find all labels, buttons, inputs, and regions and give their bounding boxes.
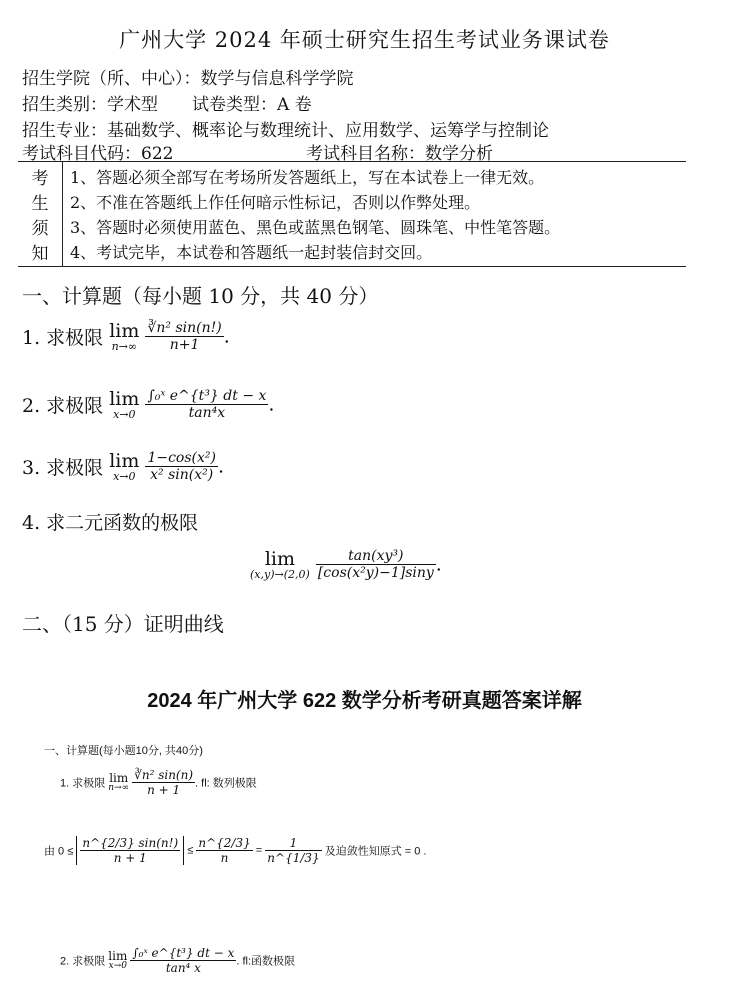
lim-word: lim <box>109 771 129 785</box>
notice-item: 1、答题必须全部写在考场所发答题纸上，写在本试卷上一律无效。 <box>70 168 545 187</box>
denominator: n + 1 <box>132 782 195 797</box>
problem-label: 1. 求极限 <box>22 327 104 349</box>
lim-subscript: x→0 <box>108 961 127 971</box>
fraction <box>80 836 180 865</box>
exam-college: 招生学院（所、中心）：数学与信息科学学院 <box>22 69 354 89</box>
exam-category: 招生类别：学术型 试卷类型：A 卷 <box>22 95 312 115</box>
proof-tail: 及迫敛性知原式 = 0 . <box>324 845 427 858</box>
lim-word: lim <box>109 449 140 472</box>
notice-char: 知 <box>31 244 49 264</box>
denominator: x² sin(x²) <box>145 466 218 483</box>
problem-label: 1. 求极限 <box>60 777 106 790</box>
answers-section1-heading: 一、计算题(每小题10分, 共40分) <box>44 745 203 757</box>
lim-subscript: x→0 <box>113 469 136 483</box>
notice-item: 3、答题时必须使用蓝色、黑色或蓝黑色钢笔、圆珠笔、中性笔答题。 <box>70 218 561 237</box>
fraction <box>196 836 252 865</box>
denominator: n^{1/3} <box>267 851 320 865</box>
problem-1 <box>22 320 230 353</box>
problem-2 <box>22 388 274 421</box>
lim-subscript: n→∞ <box>108 783 130 793</box>
notice-char: 考 <box>31 169 49 189</box>
fraction <box>145 388 268 421</box>
fraction <box>145 320 223 353</box>
problem-4-formula <box>250 548 442 581</box>
numerator: 1−cos(x²) <box>147 450 216 466</box>
answers-title: 2024 年广州大学 622 数学分析考研真题答案详解 <box>147 690 582 712</box>
section2-heading: 二、（15 分）证明曲线 <box>22 612 224 636</box>
notice-item: 2、不准在答题纸上作任何暗示性标记，否则以作弊处理。 <box>70 193 481 212</box>
numerator: tan(xy³) <box>348 548 404 564</box>
problem-label: 2. 求极限 <box>60 955 106 968</box>
numerator: ∫₀ˣ e^{t³} dt − x <box>147 388 267 404</box>
notice-label-column <box>18 162 63 266</box>
denominator: n <box>196 850 252 865</box>
period: . <box>268 393 275 416</box>
lim-word: lim <box>109 319 140 342</box>
lim-word: lim <box>264 547 295 570</box>
answer-tag: . fl: 数列极限 <box>195 777 257 790</box>
relation-sign: ≤ <box>187 844 194 857</box>
fraction <box>145 450 218 483</box>
exam-majors: 招生专业：基础数学、概率论与数理统计、应用数学、运筹学与控制论 <box>22 121 549 141</box>
problem-3 <box>22 450 224 483</box>
numerator: ∫₀ˣ e^{t³} dt − x <box>132 946 235 960</box>
denominator: tan⁴ x <box>130 960 236 975</box>
fraction <box>130 946 236 975</box>
problem-label: 2. 求极限 <box>22 395 104 417</box>
fraction <box>132 768 195 797</box>
lim-word: lim <box>108 949 128 963</box>
limit-operator <box>108 950 127 971</box>
denominator: n+1 <box>145 336 223 353</box>
lim-subscript: (x,y)→(2,0) <box>250 567 310 581</box>
numerator: ∛n² sin(n!) <box>147 320 222 336</box>
numerator: n^{2/3} <box>198 836 251 850</box>
numerator: ∛n² sin(n) <box>134 768 194 782</box>
exam-subject: 考试科目名称：数学分析 <box>306 144 493 164</box>
notice-char: 生 <box>31 194 49 214</box>
limit-operator <box>109 449 140 483</box>
answer-1 <box>60 768 257 797</box>
lim-subscript: n→∞ <box>111 339 138 353</box>
denominator: tan⁴x <box>145 404 268 421</box>
fraction <box>265 836 321 865</box>
exam-code: 考试科目代码：622 <box>22 144 174 164</box>
fraction <box>316 548 436 581</box>
problem-4-label: 4. 求二元函数的极限 <box>22 512 199 534</box>
section1-heading: 一、计算题（每小题 10 分，共 40 分） <box>22 284 379 308</box>
period: . <box>223 325 230 348</box>
period: . <box>217 455 225 478</box>
notice-table <box>18 161 686 267</box>
period: . <box>435 553 442 576</box>
limit-operator <box>250 547 310 581</box>
answer-tag: . fl:函数极限 <box>236 955 296 968</box>
denominator: [cos(x²y)−1]siny <box>317 565 434 581</box>
problem-label: 3. 求极限 <box>22 457 104 479</box>
answer-2 <box>60 946 295 975</box>
numerator: 1 <box>289 836 298 850</box>
denominator: n + 1 <box>80 850 180 865</box>
notice-item: 4、考试完毕，本试卷和答题纸一起封装信封交回。 <box>70 243 433 262</box>
limit-operator <box>109 387 140 421</box>
answer-1-proof <box>44 836 426 865</box>
notice-char: 须 <box>31 219 49 239</box>
absolute-value <box>76 836 184 865</box>
limit-operator <box>108 772 129 793</box>
proof-lead: 由 0 ≤ <box>44 845 74 858</box>
relation-sign: = <box>255 844 263 857</box>
exam-title: 广州大学 2024 年硕士研究生招生考试业务课试卷 <box>119 28 610 52</box>
limit-operator <box>109 319 140 353</box>
lim-word: lim <box>109 387 140 410</box>
lim-subscript: x→0 <box>113 407 136 421</box>
numerator: n^{2/3} sin(n!) <box>82 836 179 850</box>
